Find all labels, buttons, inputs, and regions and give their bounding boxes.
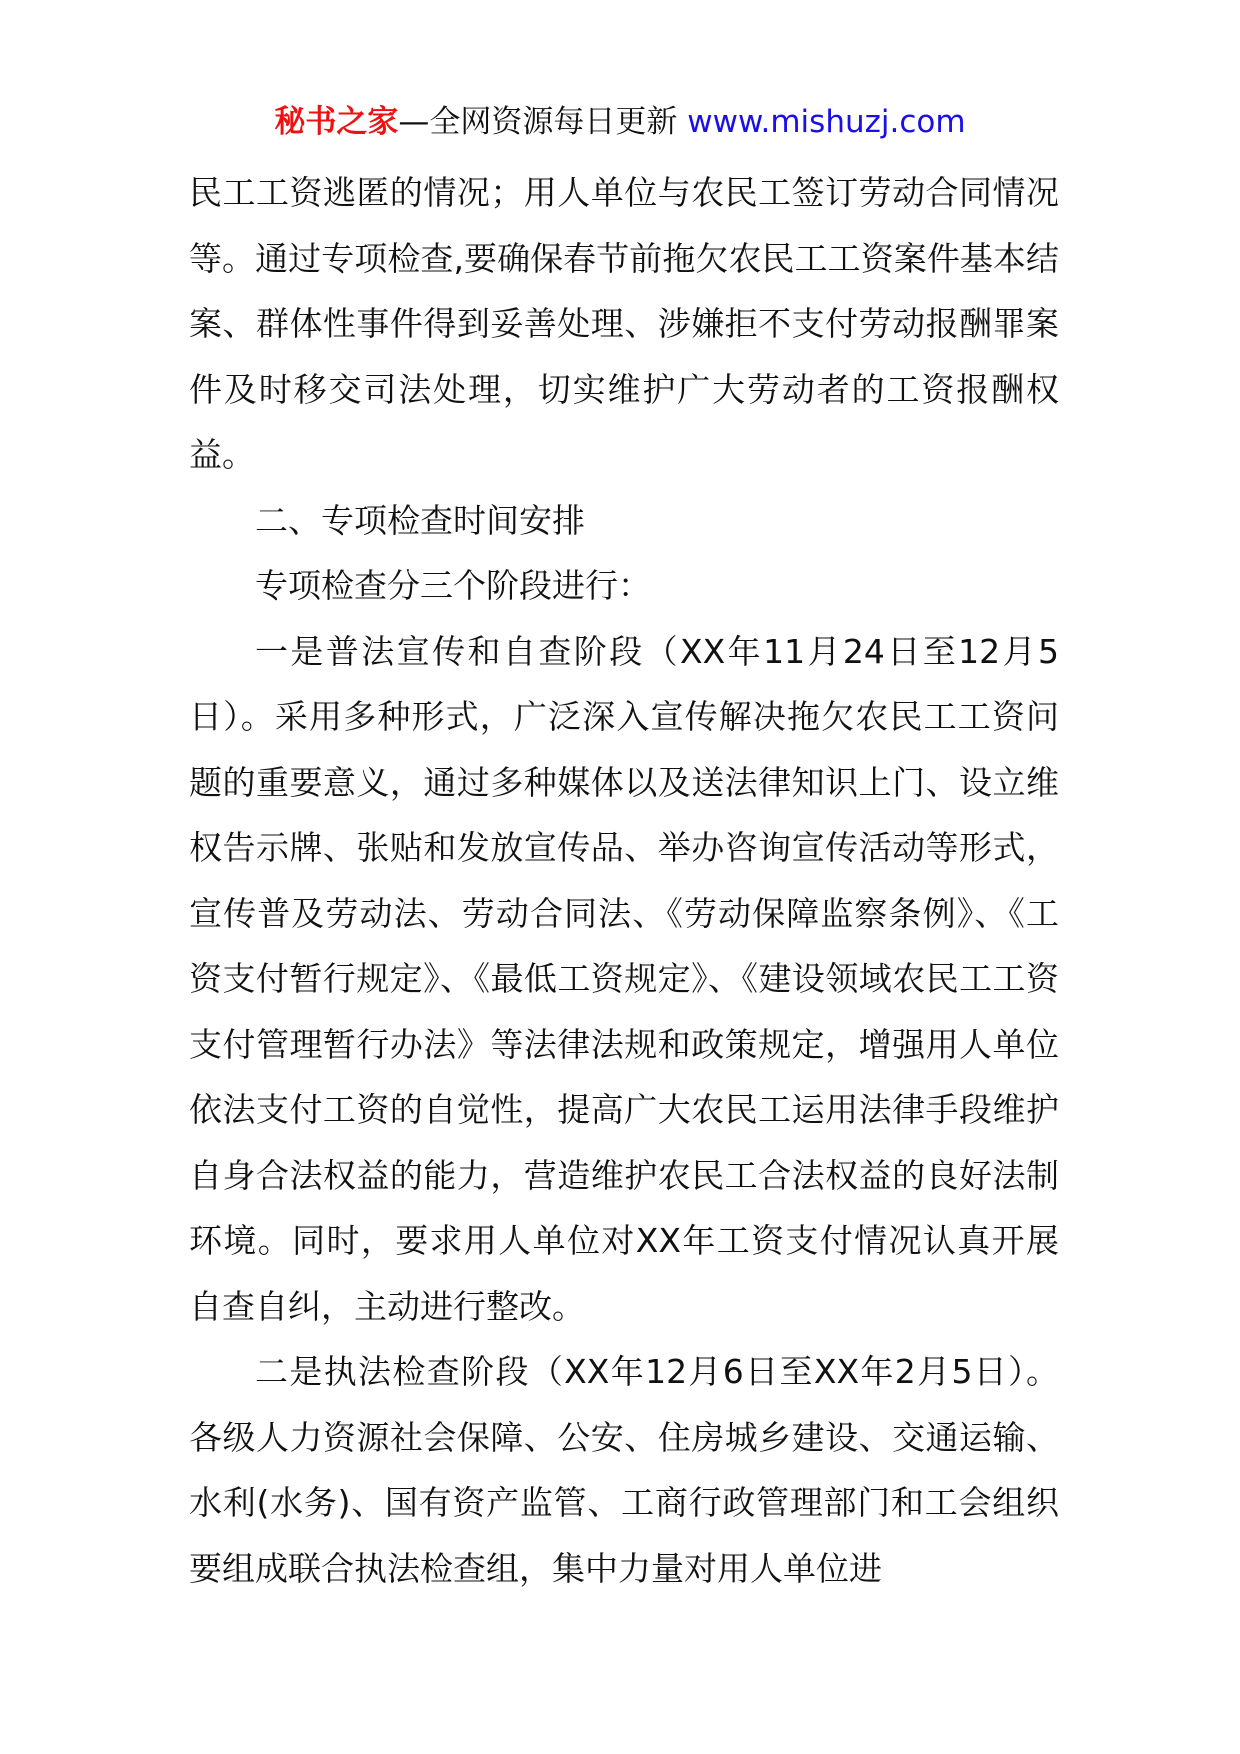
page-header	[0, 100, 1240, 144]
header-site-link[interactable]: www.mishuzj.com	[687, 104, 966, 140]
section-heading: 二、专项检查时间安排	[255, 500, 585, 540]
header-tagline: —全网资源每日更新	[398, 104, 678, 140]
paragraph-continued: 民工工资逃匿的情况；用人单位与农民工签订劳动合同情况等。通过专项检查,要确保春节前拖欠农民工工资案件基本结案、群体性事件得到妥善处理、涉嫌拒不支付劳动报酬罪案件及时移交司法处理，切实维护广大劳动者的工资报酬权益。	[189, 173, 1059, 474]
header-brand: 秘书之家	[274, 104, 399, 140]
paragraph-stage-one: 一是普法宣传和自查阶段（XX年11月24日至12月5日）。采用多种形式，广泛深入宣传解决拖欠农民工工资问题的重要意义，通过多种媒体以及送法律知识上门、设立维权告示牌、张贴和发放宣传品、举办咨询宣传活动等形式，宣传普及劳动法、劳动合同法、《劳动保障监察条例》、《工资支付暂行规定》、《最低工资规定》、《建设领域农民工工资支付管理暂行办法》等法律法规和政策规定，增强用人单位依法支付工资的自觉性，提高广大农民工运用法律手段维护自身合法权益的能力，营造维护农民工合法权益的良好法制环境。同时，要求用人单位对XX年工资支付情况认真开展自查自纠，主动进行整改。	[189, 631, 1059, 1326]
document-body	[189, 160, 1059, 1601]
paragraph-stage-two: 二是执法检查阶段（XX年12月6日至XX年2月5日）。各级人力资源社会保障、公安、住房城乡建设、交通运输、水利(水务)、国有资产监管、工商行政管理部门和工会组织要组成联合执法检查组，集中力量对用人单位进	[189, 1352, 1059, 1588]
paragraph-stages-intro: 专项检查分三个阶段进行：	[255, 566, 651, 605]
